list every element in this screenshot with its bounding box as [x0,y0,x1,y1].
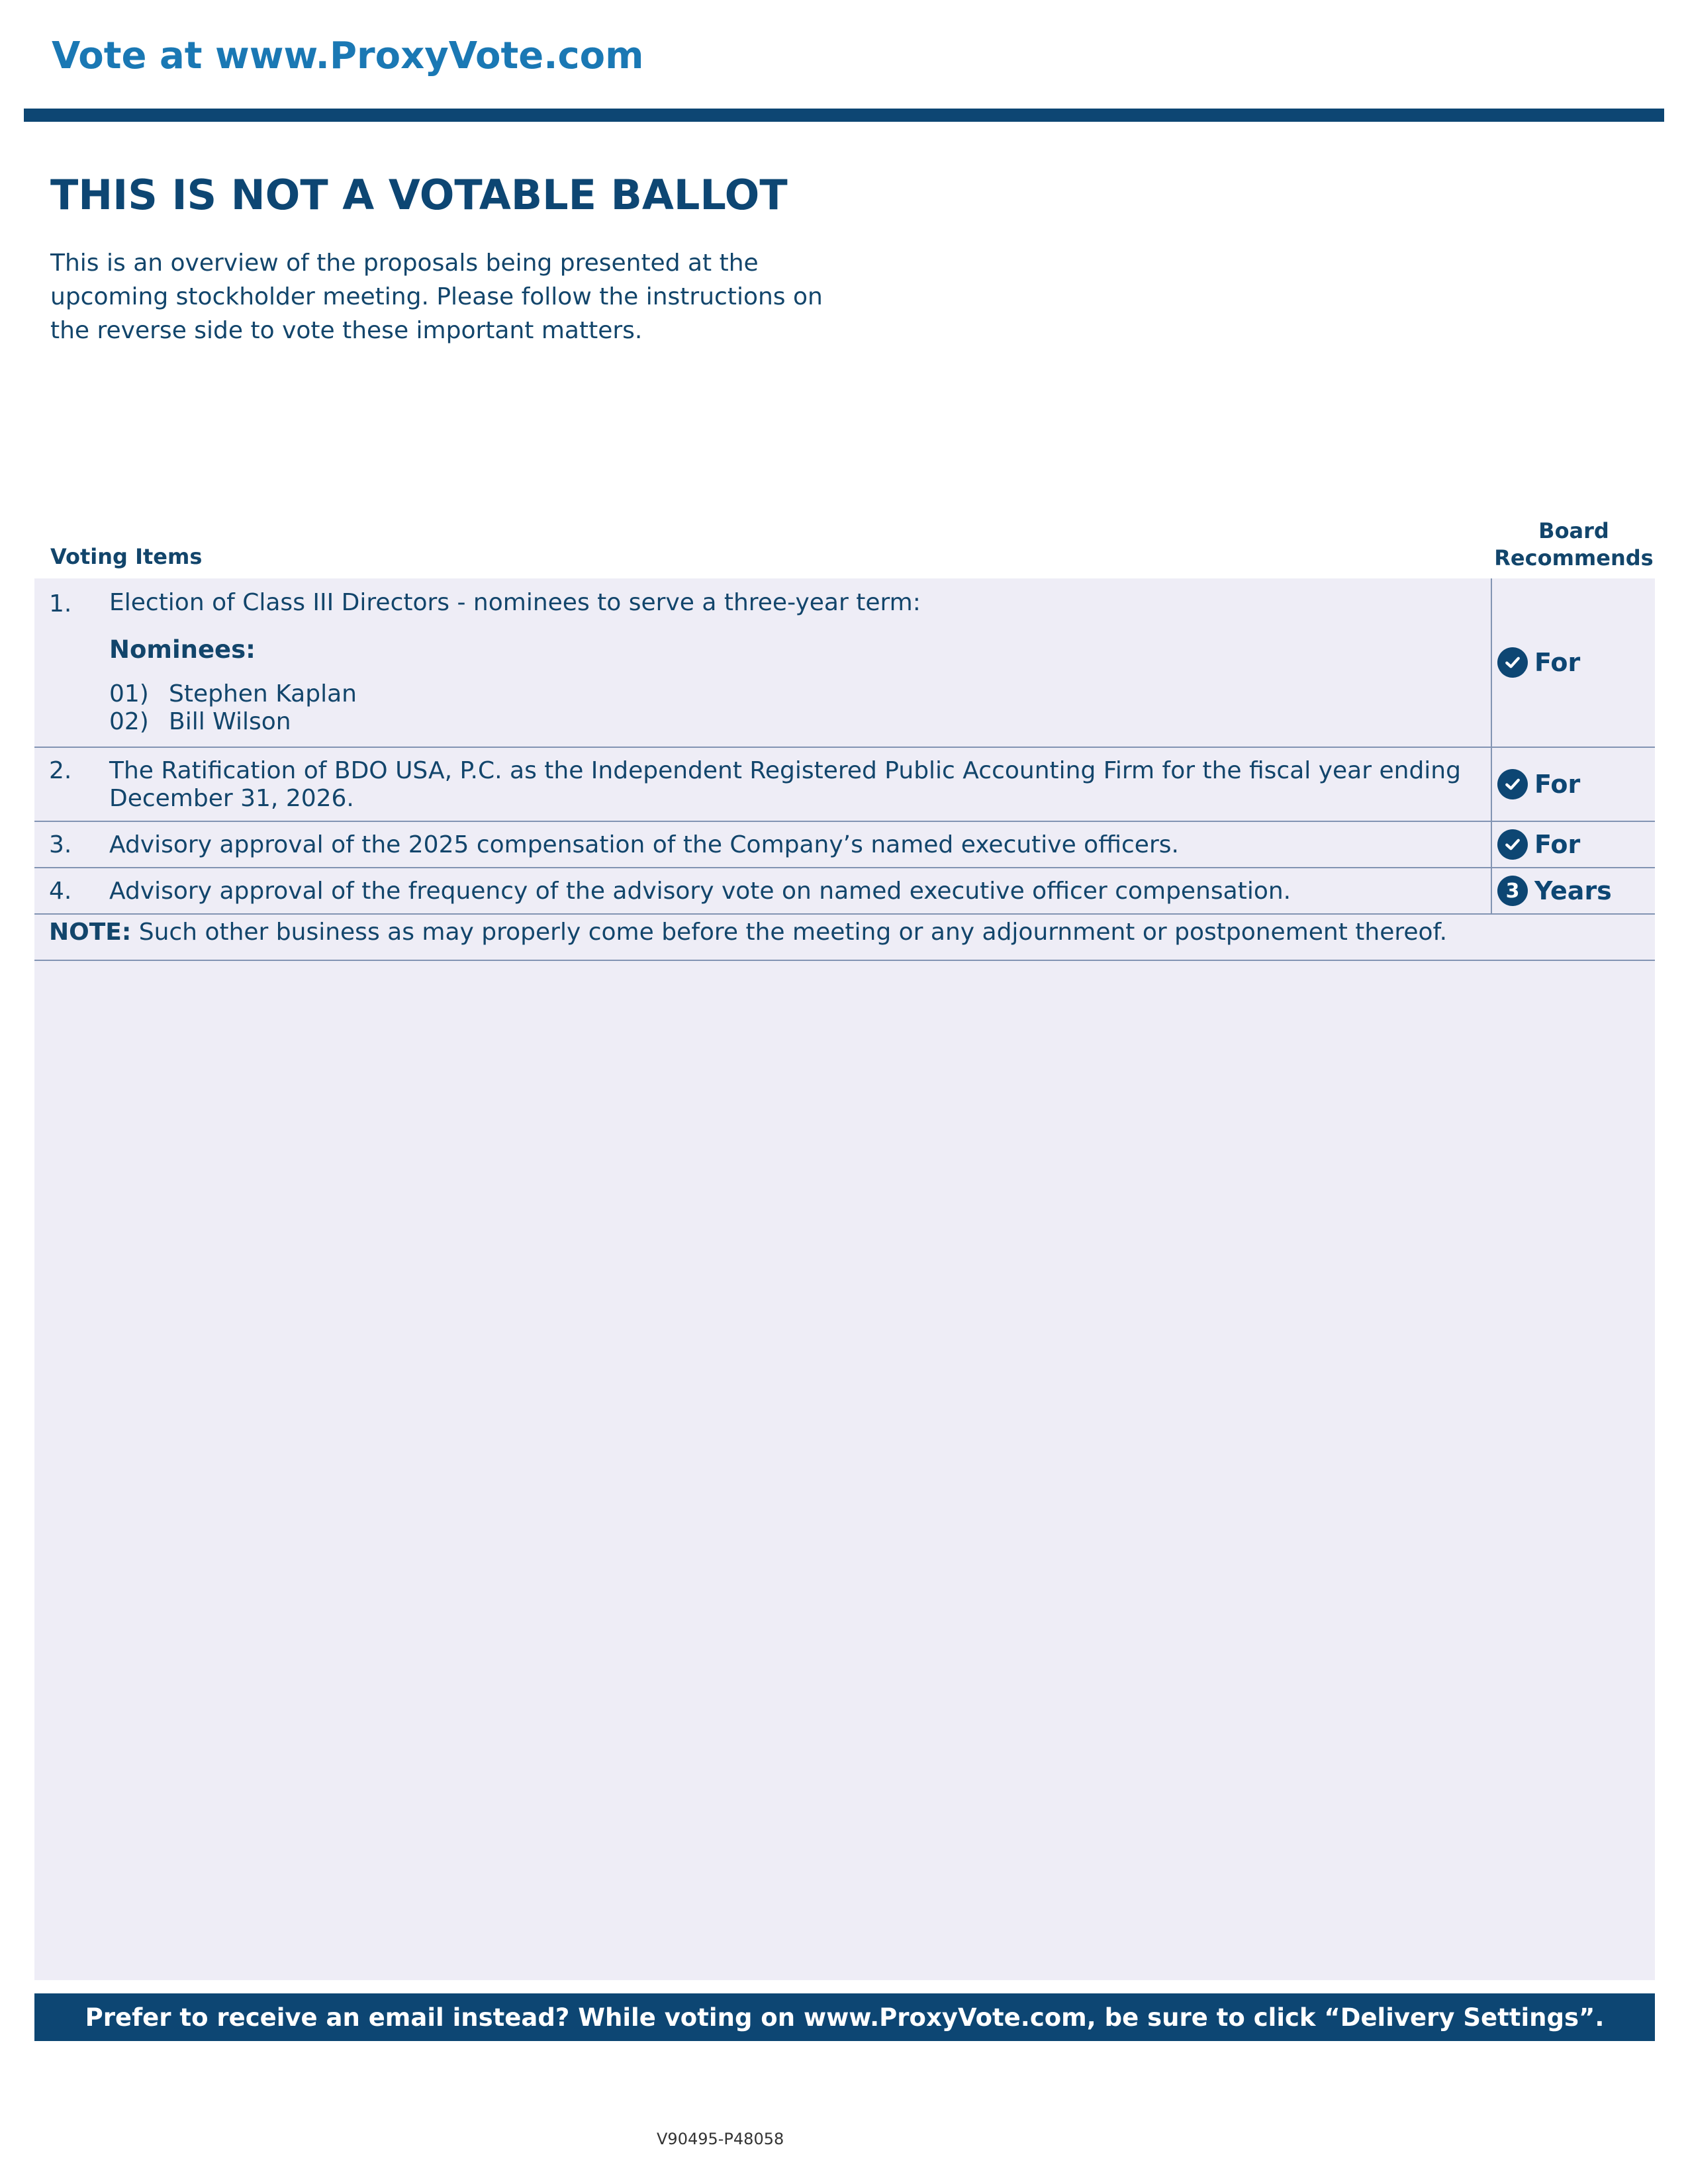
nominee-name: Stephen Kaplan [169,680,357,707]
item-text: Advisory approval of the frequency of the advisory vote on named executive officer compensation. [109,878,1291,905]
board-recommendation-cell [1491,748,1656,821]
item-number: 1. [49,590,72,617]
item-text: Advisory approval of the 2025 compensation of the Company’s named executive officers. [109,831,1179,858]
voting-item-row-4 [34,868,1655,915]
recommendation-label: For [1534,830,1581,859]
check-circle-icon [1497,769,1528,799]
recommendation-label: For [1534,770,1581,799]
proxyvote-header: Vote at www.ProxyVote.com [52,34,644,77]
ballot-title: THIS IS NOT A VOTABLE BALLOT [50,171,788,219]
voting-item-row-1 [34,578,1655,748]
nominee-number: 01) [109,680,149,707]
board-recommendation-cell [1491,822,1656,867]
job-code: V90495-P48058 [657,2130,784,2148]
item-text-line: December 31, 2026. [109,785,354,812]
intro-text [50,246,845,347]
number-three-circle-icon: 3 [1497,876,1528,906]
item-number: 2. [49,757,72,784]
voting-items-header: Voting Items [50,544,203,569]
intro-line: upcoming stockholder meeting. Please follow the instructions on [50,283,823,310]
voting-item-row-2 [34,748,1655,822]
note-text [49,919,1447,946]
recommendation-label: For [1534,648,1581,677]
intro-line: the reverse side to vote these important matters. [50,317,643,344]
note-label: NOTE: [49,919,132,946]
voting-item-row-3 [34,822,1655,868]
header-divider [24,109,1664,122]
nominees-label: Nominees: [109,635,256,664]
nominee-number: 02) [109,708,149,735]
nominee-name: Bill Wilson [169,708,291,735]
check-circle-icon [1497,647,1528,678]
check-circle-icon [1497,829,1528,860]
board-header-line: Recommends [1494,545,1654,570]
item-text-line: The Ratification of BDO USA, P.C. as the Independent Registered Public Accounting Firm for the fiscal year ending [109,757,1461,784]
recommendation-label: Years [1534,876,1612,905]
intro-line: This is an overview of the proposals being presented at the [50,250,759,277]
item-number: 3. [49,831,72,858]
board-recommendation-cell [1491,578,1656,747]
board-header-line: Board [1538,518,1609,543]
delivery-settings-banner: Prefer to receive an email instead? While voting on www.ProxyVote.com, be sure to click “Delivery Settings”. [34,1993,1655,2041]
board-recommendation-cell [1491,868,1656,913]
board-recommends-header [1489,518,1658,572]
nominee-item [109,680,357,707]
note-body: Such other business as may properly come before the meeting or any adjournment or postponement thereof. [131,919,1448,946]
item-text [109,757,1506,813]
item-text: Election of Class III Directors - nominees to serve a three-year term: [109,589,921,616]
item-number: 4. [49,878,72,905]
nominee-item [109,708,291,735]
